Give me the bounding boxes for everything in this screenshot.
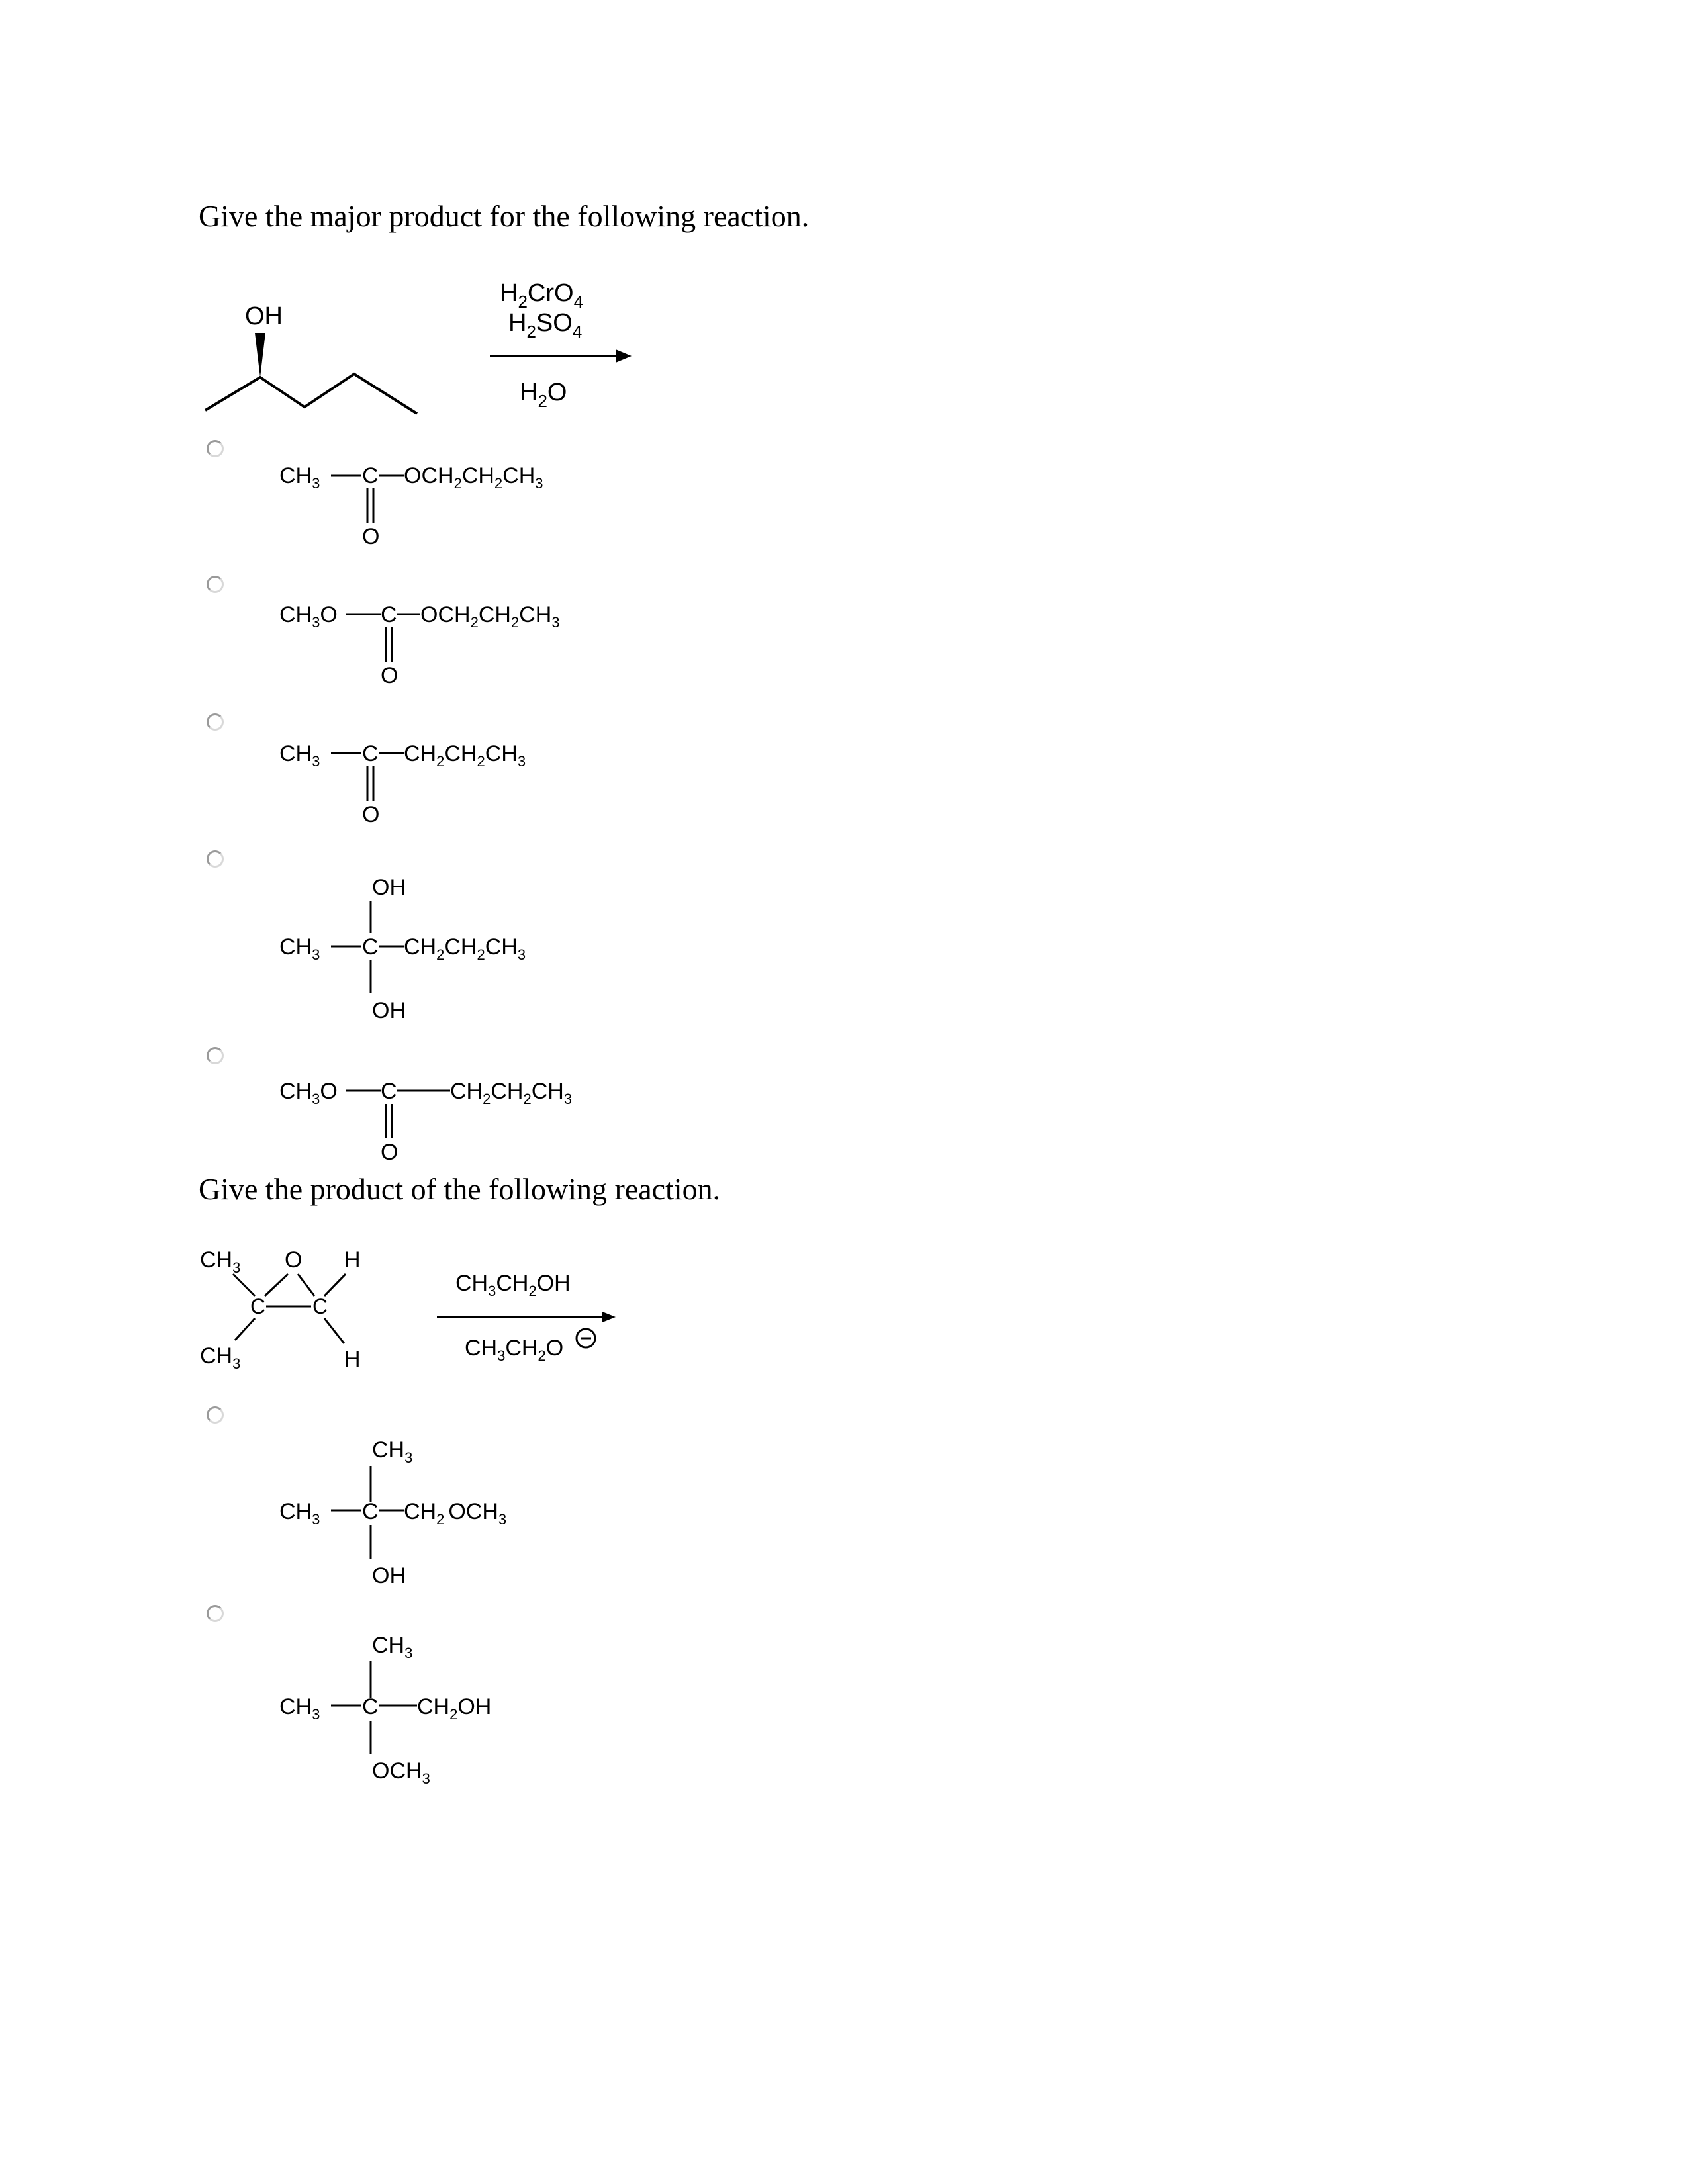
reagent-h2so4: $H_2SO_4$ [508,309,583,341]
svg-text:CH3: $CH_3$ [279,934,320,963]
q1-option-3-radio[interactable] [207,713,224,731]
reagent-h2cro4: $H_2CrO_4$ [500,279,584,312]
svg-text:C: C [312,1295,328,1318]
svg-text:OH: OH [372,1563,406,1588]
svg-text:CH3O: $CH_3O$ [279,602,338,631]
q1-option-2-structure [271,596,655,695]
question-1-prompt: Give the major product for the following reaction. [199,199,810,233]
svg-text:O: O [362,802,380,827]
q2-option-1-structure [271,1430,602,1602]
svg-text:CH3: $CH_3$ [279,463,320,492]
svg-text:C: C [362,1499,379,1524]
svg-text:CH3: $CH_3$ [279,741,320,770]
svg-text:CH2OCH3: $CH_2$ $OCH_3$ [404,1499,507,1527]
reaction-scheme-1 [192,265,655,424]
svg-text:CH2CH2CH3: $CH_2CH_2CH_3$ [404,934,526,963]
q1-option-5-radio[interactable] [207,1047,224,1064]
svg-text:CH3: $CH_3$ [279,1499,320,1527]
svg-text:C: C [362,741,379,766]
svg-text:OH: OH [372,875,406,900]
q1-option-3-structure [271,735,642,834]
q1-option-4-radio[interactable] [207,850,224,868]
question-2-prompt: Give the product of the following reaction. [199,1172,721,1206]
svg-text:O: O [362,524,380,549]
q1-option-2-radio[interactable] [207,576,224,593]
svg-text:CH3: $CH_3$ [279,1694,320,1723]
svg-text:O: O [285,1248,303,1273]
svg-text:CH3: $CH_3$ [200,1343,241,1372]
carbon-chain [205,374,417,414]
svg-text:CH3: $CH_3$ [372,1437,413,1466]
q2-option-2-radio[interactable] [207,1605,224,1622]
reagent-h2o: $H_2O$ [520,379,567,411]
q1-option-1-radio[interactable] [207,440,224,457]
svg-text:CH2CH2CH3: $CH_2CH_2CH_3$ [450,1079,573,1107]
svg-text:C: C [381,1079,397,1104]
svg-text:H: H [344,1248,361,1273]
svg-text:OCH3: $OCH_3$ [372,1758,430,1787]
q1-option-4-structure [271,867,642,1032]
q1-option-1-structure [271,457,642,556]
arrow-head-1 [616,349,632,363]
svg-text:CH3O: $CH_3O$ [279,1079,338,1107]
svg-text:CH3: $CH_3$ [200,1248,241,1276]
svg-text:O: O [381,663,399,688]
svg-text:OH: OH [372,998,406,1023]
reaction-scheme-2 [192,1238,642,1390]
q1-option-5-structure [271,1072,655,1171]
svg-text:CH3CH2O: $CH_3CH_2O$ [465,1336,564,1364]
reactant-oh-label: OH [245,302,283,330]
svg-text:C: C [362,934,379,960]
svg-text:CH2OH: $CH_2OH$ [417,1694,492,1723]
q2-option-2-structure [271,1625,602,1797]
svg-text:CH3: $CH_3$ [372,1633,413,1661]
svg-text:CH3CH2OH: $CH_3CH_2OH$ [455,1271,571,1299]
svg-text:H: H [344,1347,361,1372]
svg-text:CH2CH2CH3: $CH_2CH_2CH_3$ [404,741,526,770]
svg-text:OCH2CH2CH3: $OCH_2CH_2CH_3$ [420,602,560,631]
svg-text:C: C [362,1694,379,1719]
wedge-bond [255,333,265,377]
svg-text:OCH2CH2CH3: $OCH_2CH_2CH_3$ [404,463,543,492]
svg-text:C: C [362,463,379,488]
q2-option-1-radio[interactable] [207,1406,224,1424]
svg-text:C: C [381,602,397,627]
svg-text:C: C [250,1295,266,1318]
svg-text:O: O [381,1140,399,1165]
arrow-head-2 [602,1312,616,1322]
